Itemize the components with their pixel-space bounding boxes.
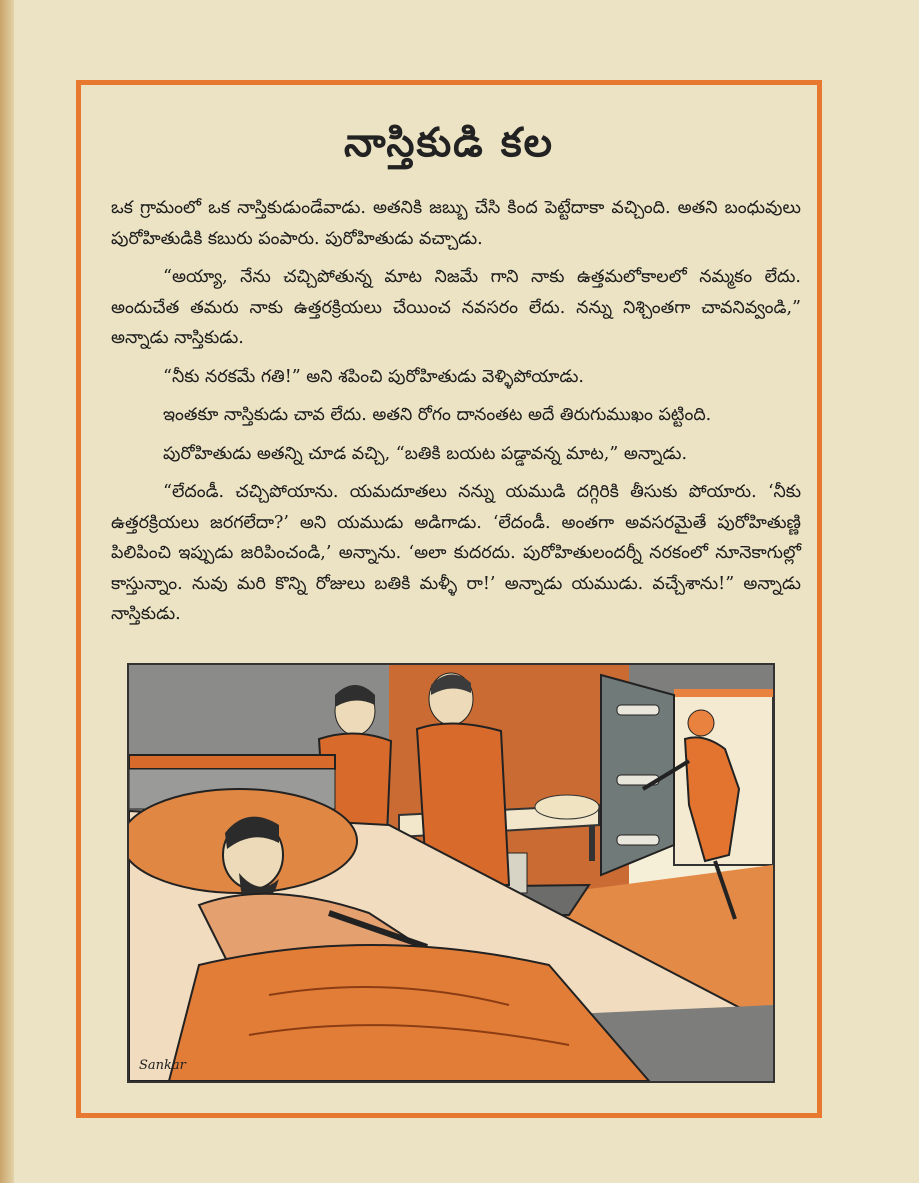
paragraph-4: ఇంతకూ నాస్తికుడు చావ లేదు. అతని రోగం దానంతట అదే తిరుగుముఖం పట్టింది. [163, 405, 712, 425]
story-text [111, 193, 801, 638]
page-frame [76, 80, 822, 1118]
door-hinge-top [617, 705, 659, 715]
illustration-scene [129, 665, 773, 1081]
paragraph-2: “అయ్యా, నేను చచ్చిపోతున్న మాట నిజమే గాని నాకు ఉత్తమలోకాలలో నమ్మకం లేదు. అందుచేత తమరు నాకు ఉత్తరక్రియలు చేయించ నవసరం లేదు. నన్ను నిశ్చింతగా చావనివ్వండి,” అన్నాడు నాస్తికుడు. [111, 267, 801, 348]
paragraph-3: “నీకు నరకమే గతి!” అని శపించి పురోహితుడు వెళ్ళిపోయాడు. [163, 366, 584, 387]
paragraph-1: ఒక గ్రామంలో ఒక నాస్తికుడుండేవాడు. అతనికి జబ్బు చేసి కింద పెట్టేదాకా వచ్చింది. అతని బంధువులు పురోహితుడికి కబురు పంపారు. పురోహితుడు వచ్చాడు. [111, 198, 801, 249]
artist-signature: Sankar [139, 1058, 186, 1073]
story-title: నాస్తికుడి కల [344, 119, 554, 166]
paragraph-6: “లేదండీ. చచ్చిపోయాను. యమదూతలు నన్ను యముడి దగ్గిరికి తీసుకు పోయారు. ‘నీకు ఉత్తరక్రియలు జరగలేదా?’ అని యముడు అడిగాడు. ‘లేదండీ. అంతగా అవసరమైతే పురోహితుణ్ణి పిలిపించి ఇప్పుడు జరిపించండి,’ అన్నాను. ‘అలా కుదరదు. పురోహితులందర్నీ నరకంలో నూనెకాగుల్లో కాస్తున్నాం. నువు మరి కొన్ని రోజులు బతికి మళ్ళీ రా!’ అన్నాడు యముడు. వచ్చేశాను!” అన్నాడు నాస్తికుడు. [111, 482, 801, 624]
door-hinge-bottom [617, 835, 659, 845]
folded-cloth [535, 795, 599, 819]
paper-edge [0, 0, 14, 1183]
paragraph-5: పురోహితుడు అతన్ని చూడ వచ్చి, “బతికి బయట పడ్డావన్న మాట,” అన్నాడు. [163, 443, 688, 464]
table-leg [589, 825, 595, 861]
priest-head [688, 710, 714, 736]
story-illustration [127, 663, 775, 1083]
bed-headboard [129, 755, 335, 769]
door-lintel [674, 689, 773, 697]
